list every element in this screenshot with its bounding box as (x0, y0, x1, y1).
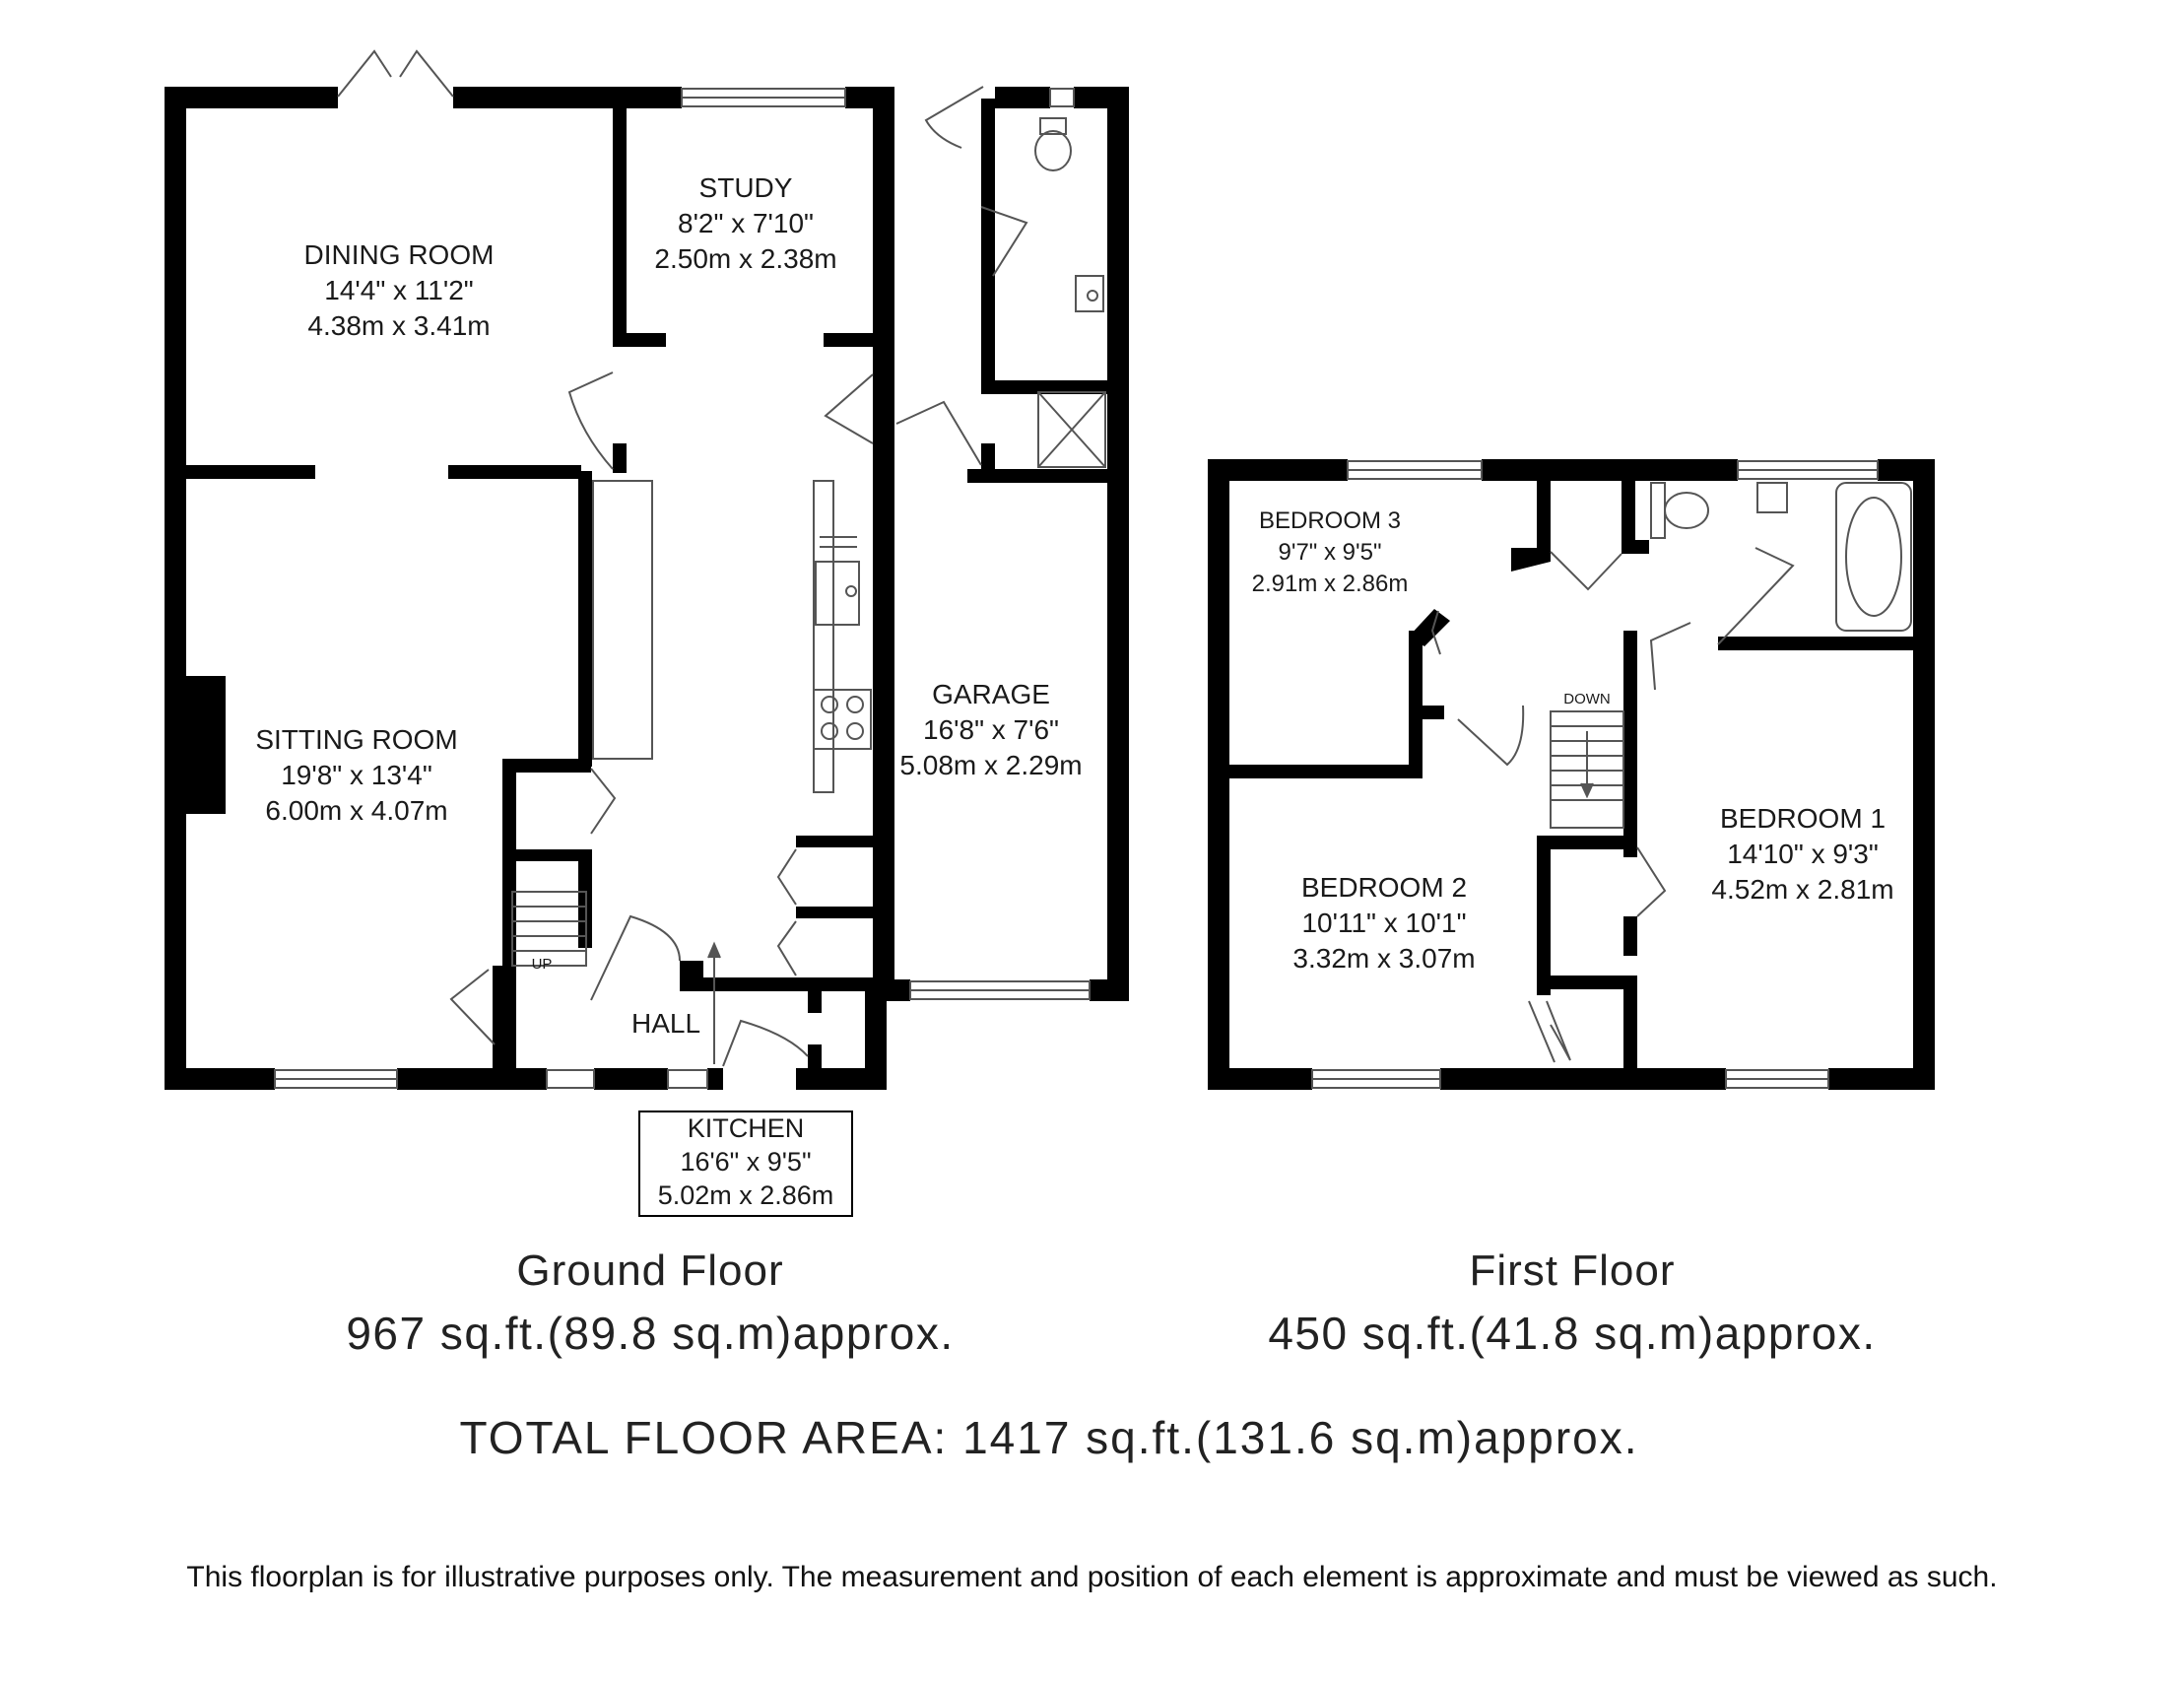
garage-imperial: 16'8" x 7'6" (923, 714, 1059, 745)
kitchen-imperial: 16'6" x 9'5" (680, 1147, 812, 1177)
garage-name: GARAGE (932, 679, 1050, 709)
disclaimer-text: This floorplan is for illustrative purposes only. The measurement and position of each element is approximate and must be viewed as such. (186, 1561, 1998, 1593)
ground-floor-area: 967 sq.ft.(89.8 sq.m)approx. (346, 1308, 955, 1359)
ground-floor-title: Ground Floor (516, 1246, 784, 1295)
garage-metric: 5.08m x 2.29m (899, 750, 1083, 780)
bedroom-1-imperial: 14'10" x 9'3" (1727, 839, 1879, 869)
first-floor-plan (1208, 459, 1935, 1090)
bedroom-3-metric: 2.91m x 2.86m (1251, 571, 1409, 597)
bedroom-1-name: BEDROOM 1 (1719, 803, 1886, 834)
total-floor-area: TOTAL FLOOR AREA: 1417 sq.ft.(131.6 sq.m)approx. (459, 1412, 1639, 1463)
dining-room-imperial: 14'4" x 11'2" (324, 275, 474, 305)
stairs-down-label: DOWN (1563, 691, 1611, 707)
sitting-room-name: SITTING ROOM (255, 724, 458, 755)
ground-floor-plan (165, 51, 1129, 1216)
bedroom-2-name: BEDROOM 2 (1300, 872, 1468, 903)
study-metric: 2.50m x 2.38m (654, 243, 837, 274)
study-imperial: 8'2" x 7'10" (678, 208, 814, 238)
stairs-up-label: UP (531, 956, 553, 973)
first-floor-area: 450 sq.ft.(41.8 sq.m)approx. (1268, 1308, 1877, 1359)
bedroom-3-imperial: 9'7" x 9'5" (1278, 539, 1382, 566)
sitting-room-metric: 6.00m x 4.07m (265, 795, 448, 826)
bedroom-2-metric: 3.32m x 3.07m (1292, 943, 1476, 974)
study-name: STUDY (698, 172, 793, 203)
hall-name: HALL (630, 1008, 701, 1039)
ground-floor-fixtures (186, 51, 1105, 1088)
bedroom-1-metric: 4.52m x 2.81m (1711, 874, 1894, 905)
kitchen-metric: 5.02m x 2.86m (657, 1180, 834, 1210)
dining-room-name: DINING ROOM (303, 239, 495, 270)
kitchen-name: KITCHEN (687, 1113, 805, 1143)
bedroom-2-imperial: 10'11" x 10'1" (1301, 908, 1467, 938)
sitting-room-imperial: 19'8" x 13'4" (281, 760, 432, 790)
ground-floor-labels (255, 172, 1082, 1216)
first-floor-title: First Floor (1469, 1246, 1676, 1295)
ground-floor-walls (165, 87, 1129, 1090)
dining-room-metric: 4.38m x 3.41m (307, 310, 491, 341)
bedroom-3-name: BEDROOM 3 (1258, 507, 1402, 534)
